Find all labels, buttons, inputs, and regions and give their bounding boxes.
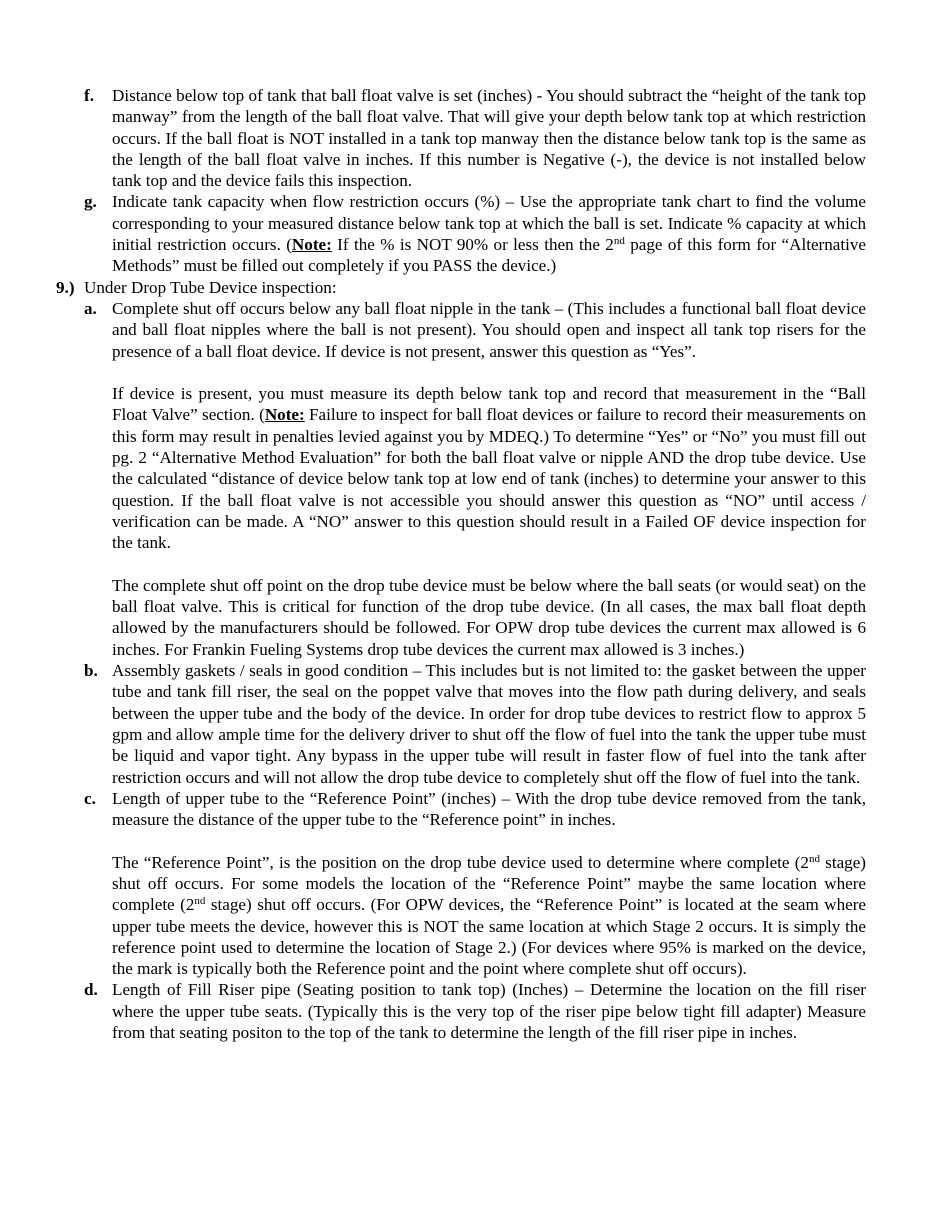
item-c-para-2	[112, 852, 866, 980]
item-g-text-b: If the % is NOT 90% or less then the 2	[331, 235, 614, 255]
document-page	[0, 85, 950, 1043]
item-g-text-a: Indicate tank capacity when flow restriction occurs (%) – Use the appropriate tank chart to find the volume corresponding to your measured distance below tank top at which the ball is set. Indicate % capacity at which initial restriction occurs. (	[112, 192, 866, 255]
item-a-para-2-b: Failure to inspect for ball float devices or failure to record their measurements on this form may result in penalties levied against you by MDEQ.) To determine “Yes” or “No” you must fill out pg. 2 “Alternative Method Evaluation” for both the ball float valve or nipple AND the drop tube device. Use the calculated “distance of device below tank top at low end of tank (inches) to determine your answer to this question. If the ball float valve is not accessible you should answer this question as “NO” until access / verification can be made. A “NO” answer to this question should result in a Failed OF device inspection for the tank.	[112, 405, 866, 553]
item-d-marker: d.	[84, 980, 98, 1000]
item-c-para-1: Length of upper tube to the “Reference Point” (inches) – With the drop tube device removed from the tank, measure the distance of the upper tube to the “Reference point” in inches.	[112, 788, 866, 830]
item-c-marker: c.	[84, 788, 96, 808]
item-b-text: Assembly gaskets / seals in good condition – This includes but is not limited to: the gasket between the upper tube and tank fill riser, the seal on the poppet valve that moves into the flow path during delivery, and seals between the upper tube and the body of the device. In order for drop tube devices to restrict flow to approx 5 gpm and allow ample time for the delivery driver to shut off the flow of fuel into the tank the upper tube must be liquid and vapor tight. Any bypass in the upper tube will result in faster flow of fuel into the tank after restriction occurs and will not allow the drop tube device to completely shut off the flow of fuel into the tank.	[112, 661, 866, 787]
item-g-note: Note:	[291, 235, 332, 255]
item-a-para-1: Complete shut off occurs below any ball float nipple in the tank – (This includes a functional ball float device and ball float nipples where the ball is not present). You should open and inspect all tank top risers for the presence of a ball float device. If device is not present, answer this question as “Yes”.	[112, 298, 866, 361]
item-f-marker: f.	[84, 86, 94, 105]
item-c	[0, 788, 950, 980]
section-9-heading: Under Drop Tube Device inspection:	[84, 277, 337, 297]
item-a-para-3: The complete shut off point on the drop tube device must be below where the ball seats (or would seat) on the ball float valve. This is critical for function of the drop tube device. (In all cases, the max ball float depth allowed by the manufacturers should be followed. For OPW drop tube devices the current max allowed is 6 inches. For Frankin Fueling Systems drop tube devices the current max allowed is 3 inches.)	[112, 575, 866, 659]
paragraph-gap	[112, 830, 866, 851]
item-a-note: Note:	[264, 405, 305, 425]
item-b-marker: b.	[84, 661, 98, 681]
item-g-text	[112, 191, 866, 276]
item-g-text-c: page of this form for “Alternative Methods” must be filled out completely if you PASS the device.)	[112, 235, 866, 276]
item-d-text: Length of Fill Riser pipe (Seating position to tank top) (Inches) – Determine the location on the fill riser where the upper tube seats. (Typically this is the very top of the riser pipe below tight fill adapter) Measure from that seating positon to the top of the tank to determine the length of the fill riser pipe in inches.	[112, 980, 866, 1043]
item-g	[0, 191, 950, 276]
item-c-para-2-b: stage) shut off occurs. For some models the location of the “Reference Point” maybe the same location where complete (2	[112, 852, 866, 915]
paragraph-gap	[112, 554, 866, 575]
section-9	[0, 277, 950, 298]
item-a-marker: a.	[84, 298, 97, 318]
item-g-marker: g.	[84, 192, 97, 212]
item-a-para-2-a: If device is present, you must measure its depth below tank top and record that measurement in the “Ball Float Valve” section. (	[112, 384, 866, 425]
item-d	[0, 979, 950, 1043]
item-c-sup-2: nd	[194, 895, 206, 908]
item-b	[0, 660, 950, 788]
item-a-para-2	[112, 383, 866, 553]
section-9-marker: 9.)	[56, 277, 75, 297]
item-a	[0, 298, 950, 660]
item-f-text: Distance below top of tank that ball float valve is set (inches) - You should subtract the “height of the tank top manway” from the length of the ball float valve. That will give your depth below tank top at which restriction occurs. If the ball float is NOT installed in a tank top manway then the distance below tank top is the same as the length of the ball float valve in inches. If this number is Negative (-), the device is not installed below tank top and the device fails this inspection.	[112, 86, 866, 191]
paragraph-gap	[112, 362, 866, 383]
item-c-sup-1: nd	[808, 852, 820, 865]
item-c-para-2-c: stage) shut off occurs. (For OPW devices, the “Reference Point” is located at the seam where upper tube meets the device, however this is NOT the same location at which Stage 2 occurs. It is simply the reference point used to determine the location of Stage 2.) (For devices where 95% is marked on the device, the mark is typically both the Reference point and the point where complete shut off occurs).	[112, 895, 866, 979]
item-g-sup: nd	[613, 235, 625, 248]
item-f	[0, 85, 950, 191]
item-c-para-2-a: The “Reference Point”, is the position on the drop tube device used to determine where complete (2	[112, 852, 809, 872]
